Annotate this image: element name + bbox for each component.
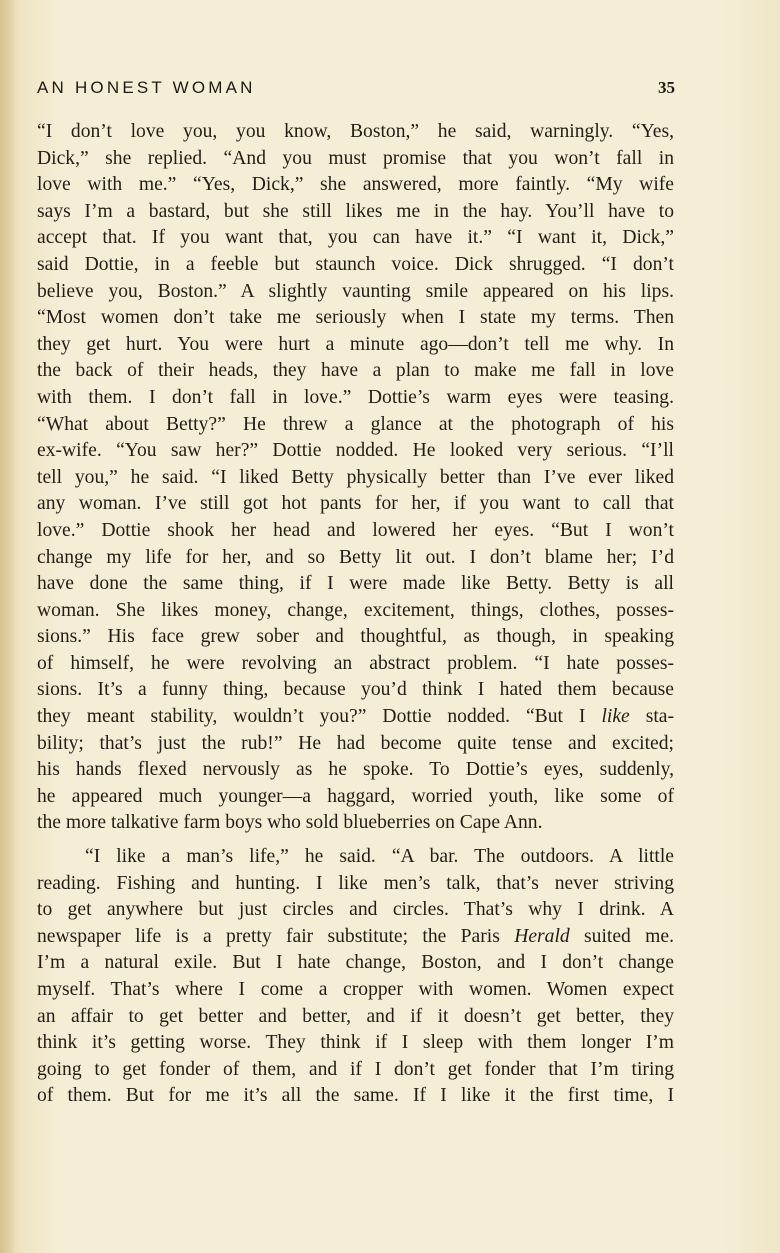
- text-line: his hands flexed nervously as he spoke. To Dottie’s eyes, suddenly,: [37, 759, 674, 781]
- text-line: [37, 924, 674, 951]
- text-line: myself. That’s where I come a cropper with women. Women expect: [37, 979, 674, 1000]
- italic-word: like: [601, 706, 630, 728]
- text-line: have done the same thing, if I were made like Betty. Betty is all: [37, 573, 674, 595]
- paragraph-1: [37, 119, 674, 837]
- text-line: love with me.” “Yes, Dick,” she answered, more faintly. “My wife: [37, 174, 674, 196]
- text-line: accept that. If you want that, you can have it.” “I want it, Dick,”: [37, 227, 674, 249]
- text-segment: newspaper life is a pretty fair substitute; the Paris: [37, 925, 515, 947]
- text-line: “What about Betty?” He threw a glance at the photograph of his: [37, 413, 674, 435]
- text-line: think it’s getting worse. They think if I sleep with them longer I’m: [37, 1032, 674, 1054]
- text-line: “I don’t love you, you know, Boston,” he said, warningly. “Yes,: [37, 121, 674, 142]
- page-number: 35: [658, 78, 675, 97]
- text-line: “Most women don’t take me seriously when I state my terms. Then: [37, 307, 674, 329]
- text-line: the back of their heads, they have a plan to make me fall in love: [37, 360, 674, 382]
- running-head: [37, 78, 675, 104]
- text-segment: sta-: [629, 706, 674, 728]
- text-line: said Dottie, in a feeble but staunch voice. Dick shrugged. “I don’t: [37, 253, 674, 275]
- text-line: they get hurt. You were hurt a minute ago—don’t tell me why. In: [37, 333, 674, 355]
- running-title: AN HONEST WOMAN: [37, 78, 256, 97]
- text-line: tell you,” he said. “I liked Betty physically better than I’ve ever liked: [37, 466, 674, 488]
- page-gutter-shadow: [0, 0, 14, 1253]
- text-line: says I’m a bastard, but she still likes me in the hay. You’ll have to: [37, 200, 674, 222]
- text-line: woman. She likes money, change, excitement, things, clothes, posses-: [37, 599, 674, 621]
- text-line: believe you, Boston.” A slightly vaunting smile appeared on his lips.: [37, 280, 674, 302]
- text-line: going to get fonder of them, and if I don’t get fonder that I’m tiring: [37, 1058, 674, 1080]
- text-line: to get anywhere but just circles and circles. That’s why I drink. A: [37, 899, 674, 921]
- text-line: of them. But for me it’s all the same. If I like it the first time, I: [37, 1085, 674, 1107]
- text-line: change my life for her, and so Betty lit out. I don’t blame her; I’d: [37, 546, 674, 568]
- text-line: Dick,” she replied. “And you must promise that you won’t fall in: [37, 147, 674, 169]
- text-line: bility; that’s just the rub!” He had become quite tense and excited;: [37, 732, 674, 754]
- text-line: any woman. I’ve still got hot pants for her, if you want to call that: [37, 493, 674, 515]
- text-line: of himself, he were revolving an abstract problem. “I hate posses-: [37, 652, 674, 674]
- text-line: love.” Dottie shook her head and lowered her eyes. “But I won’t: [37, 519, 674, 541]
- text-segment: suited me.: [569, 925, 674, 947]
- body-text: [37, 119, 674, 1110]
- paragraph-2: [37, 844, 674, 1110]
- text-line: I’m a natural exile. But I hate change, Boston, and I don’t change: [37, 952, 674, 974]
- text-line: sions.” His face grew sober and thoughtful, as though, in speaking: [37, 626, 674, 648]
- text-segment: they meant stability, wouldn’t you?” Dottie nodded. “But I: [37, 706, 602, 728]
- text-line: with them. I don’t fall in love.” Dottie’s warm eyes were teasing.: [37, 386, 674, 408]
- text-line: sions. It’s a funny thing, because you’d think I hated them because: [37, 679, 674, 701]
- text-line: he appeared much younger—a haggard, worried youth, like some of: [37, 785, 674, 807]
- text-line: the more talkative farm boys who sold blueberries on Cape Ann.: [37, 812, 543, 834]
- text-line: [37, 704, 674, 731]
- text-line: “I like a man’s life,” he said. “A bar. The outdoors. A little: [85, 846, 674, 868]
- text-line: reading. Fishing and hunting. I like men’s talk, that’s never striving: [37, 872, 674, 894]
- italic-word: Herald: [514, 925, 570, 947]
- text-line: an affair to get better and better, and if it doesn’t get better, they: [37, 1005, 674, 1027]
- text-line: ex-wife. “You saw her?” Dottie nodded. He looked very serious. “I’ll: [37, 440, 674, 462]
